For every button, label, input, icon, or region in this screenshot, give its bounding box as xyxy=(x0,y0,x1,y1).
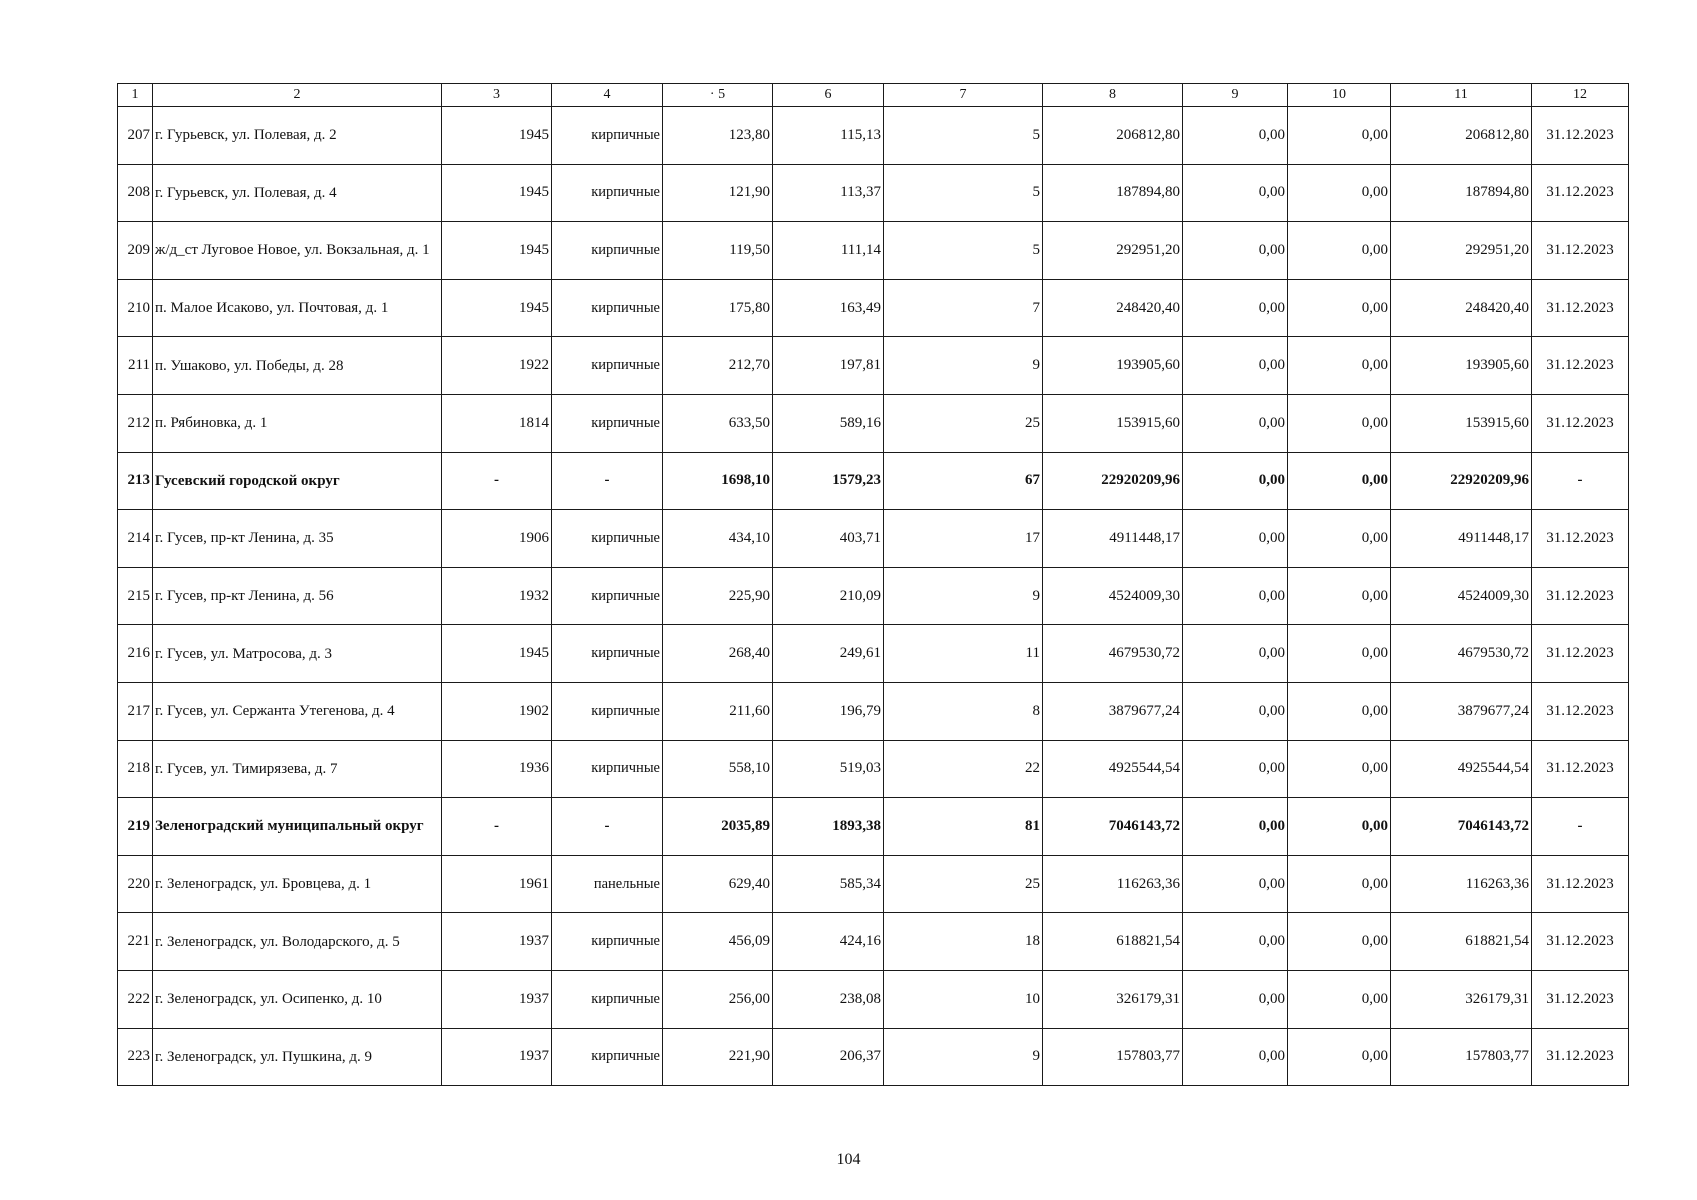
address-cell: Зеленоградский муниципальный округ xyxy=(153,798,442,856)
year-cell: 1945 xyxy=(442,222,552,280)
date-cell: 31.12.2023 xyxy=(1532,740,1629,798)
column-header-8: 8 xyxy=(1043,84,1183,107)
material-cell: кирпичные xyxy=(552,682,663,740)
living-area-cell: 111,14 xyxy=(773,222,884,280)
column-header-4: 4 xyxy=(552,84,663,107)
address-cell: ж/д_ст Луговое Новое, ул. Вокзальная, д. 1 xyxy=(153,222,442,280)
material-cell: кирпичные xyxy=(552,337,663,395)
total-area-cell: 434,10 xyxy=(663,510,773,568)
living-area-cell: 163,49 xyxy=(773,279,884,337)
row-number: 207 xyxy=(118,107,153,165)
fund-cell: 0,00 xyxy=(1183,567,1288,625)
fund-cell: 0,00 xyxy=(1183,682,1288,740)
table-row xyxy=(118,1028,1629,1086)
date-cell: 31.12.2023 xyxy=(1532,970,1629,1028)
fund-cell: 0,00 xyxy=(1183,394,1288,452)
table-row xyxy=(118,682,1629,740)
year-cell: 1936 xyxy=(442,740,552,798)
total-cost-cell: 4679530,72 xyxy=(1043,625,1183,683)
row-number: 220 xyxy=(118,855,153,913)
residents-cell: 8 xyxy=(884,682,1043,740)
living-area-cell: 403,71 xyxy=(773,510,884,568)
budget-cell: 0,00 xyxy=(1288,394,1391,452)
material-cell: - xyxy=(552,452,663,510)
owners-cell: 618821,54 xyxy=(1391,913,1532,971)
address-cell: г. Зеленоградск, ул. Володарского, д. 5 xyxy=(153,913,442,971)
budget-cell: 0,00 xyxy=(1288,452,1391,510)
column-number-row xyxy=(118,84,1629,107)
date-cell: 31.12.2023 xyxy=(1532,337,1629,395)
total-area-cell: 1698,10 xyxy=(663,452,773,510)
total-area-cell: 123,80 xyxy=(663,107,773,165)
total-area-cell: 456,09 xyxy=(663,913,773,971)
address-cell: п. Малое Исаково, ул. Почтовая, д. 1 xyxy=(153,279,442,337)
residents-cell: 25 xyxy=(884,855,1043,913)
total-area-cell: 212,70 xyxy=(663,337,773,395)
fund-cell: 0,00 xyxy=(1183,510,1288,568)
year-cell: 1945 xyxy=(442,107,552,165)
fund-cell: 0,00 xyxy=(1183,855,1288,913)
year-cell: 1945 xyxy=(442,164,552,222)
row-number: 223 xyxy=(118,1028,153,1086)
year-cell: 1906 xyxy=(442,510,552,568)
budget-cell: 0,00 xyxy=(1288,855,1391,913)
budget-cell: 0,00 xyxy=(1288,510,1391,568)
residents-cell: 10 xyxy=(884,970,1043,1028)
table-row xyxy=(118,279,1629,337)
material-cell: кирпичные xyxy=(552,567,663,625)
residents-cell: 81 xyxy=(884,798,1043,856)
residents-cell: 5 xyxy=(884,107,1043,165)
residents-cell: 9 xyxy=(884,337,1043,395)
column-header-3: 3 xyxy=(442,84,552,107)
living-area-cell: 249,61 xyxy=(773,625,884,683)
year-cell: 1945 xyxy=(442,625,552,683)
date-cell: 31.12.2023 xyxy=(1532,222,1629,280)
table-body xyxy=(118,107,1629,1086)
year-cell: 1937 xyxy=(442,970,552,1028)
budget-cell: 0,00 xyxy=(1288,337,1391,395)
total-area-cell: 211,60 xyxy=(663,682,773,740)
budget-cell: 0,00 xyxy=(1288,164,1391,222)
year-cell: - xyxy=(442,452,552,510)
owners-cell: 187894,80 xyxy=(1391,164,1532,222)
budget-cell: 0,00 xyxy=(1288,625,1391,683)
date-cell: 31.12.2023 xyxy=(1532,107,1629,165)
total-area-cell: 558,10 xyxy=(663,740,773,798)
living-area-cell: 1579,23 xyxy=(773,452,884,510)
address-cell: г. Гусев, ул. Сержанта Утегенова, д. 4 xyxy=(153,682,442,740)
address-cell: г. Гурьевск, ул. Полевая, д. 2 xyxy=(153,107,442,165)
fund-cell: 0,00 xyxy=(1183,625,1288,683)
year-cell: 1922 xyxy=(442,337,552,395)
row-number: 213 xyxy=(118,452,153,510)
living-area-cell: 210,09 xyxy=(773,567,884,625)
total-cost-cell: 292951,20 xyxy=(1043,222,1183,280)
owners-cell: 4524009,30 xyxy=(1391,567,1532,625)
owners-cell: 3879677,24 xyxy=(1391,682,1532,740)
column-header-1: 1 xyxy=(118,84,153,107)
table-row xyxy=(118,913,1629,971)
residents-cell: 5 xyxy=(884,222,1043,280)
total-cost-cell: 7046143,72 xyxy=(1043,798,1183,856)
residents-cell: 22 xyxy=(884,740,1043,798)
material-cell: кирпичные xyxy=(552,394,663,452)
budget-cell: 0,00 xyxy=(1288,222,1391,280)
living-area-cell: 115,13 xyxy=(773,107,884,165)
fund-cell: 0,00 xyxy=(1183,740,1288,798)
date-cell: 31.12.2023 xyxy=(1532,1028,1629,1086)
owners-cell: 326179,31 xyxy=(1391,970,1532,1028)
total-area-cell: 2035,89 xyxy=(663,798,773,856)
living-area-cell: 519,03 xyxy=(773,740,884,798)
owners-cell: 206812,80 xyxy=(1391,107,1532,165)
living-area-cell: 589,16 xyxy=(773,394,884,452)
living-area-cell: 585,34 xyxy=(773,855,884,913)
fund-cell: 0,00 xyxy=(1183,107,1288,165)
owners-cell: 4911448,17 xyxy=(1391,510,1532,568)
row-number: 222 xyxy=(118,970,153,1028)
total-cost-cell: 3879677,24 xyxy=(1043,682,1183,740)
residents-cell: 9 xyxy=(884,1028,1043,1086)
material-cell: кирпичные xyxy=(552,625,663,683)
material-cell: кирпичные xyxy=(552,913,663,971)
owners-cell: 4925544,54 xyxy=(1391,740,1532,798)
budget-cell: 0,00 xyxy=(1288,682,1391,740)
year-cell: 1902 xyxy=(442,682,552,740)
year-cell: 1937 xyxy=(442,913,552,971)
fund-cell: 0,00 xyxy=(1183,164,1288,222)
fund-cell: 0,00 xyxy=(1183,337,1288,395)
year-cell: 1932 xyxy=(442,567,552,625)
owners-cell: 116263,36 xyxy=(1391,855,1532,913)
year-cell: 1937 xyxy=(442,1028,552,1086)
total-area-cell: 629,40 xyxy=(663,855,773,913)
residents-cell: 7 xyxy=(884,279,1043,337)
row-number: 218 xyxy=(118,740,153,798)
row-number: 215 xyxy=(118,567,153,625)
address-cell: г. Гусев, пр-кт Ленина, д. 35 xyxy=(153,510,442,568)
fund-cell: 0,00 xyxy=(1183,279,1288,337)
table-row xyxy=(118,394,1629,452)
column-header-7: 7 xyxy=(884,84,1043,107)
address-cell: г. Гусев, пр-кт Ленина, д. 56 xyxy=(153,567,442,625)
owners-cell: 157803,77 xyxy=(1391,1028,1532,1086)
year-cell: 1814 xyxy=(442,394,552,452)
material-cell: кирпичные xyxy=(552,164,663,222)
total-cost-cell: 326179,31 xyxy=(1043,970,1183,1028)
table-row xyxy=(118,164,1629,222)
group-total-row xyxy=(118,798,1629,856)
material-cell: кирпичные xyxy=(552,970,663,1028)
row-number: 221 xyxy=(118,913,153,971)
table-row xyxy=(118,567,1629,625)
budget-cell: 0,00 xyxy=(1288,740,1391,798)
residents-cell: 18 xyxy=(884,913,1043,971)
living-area-cell: 113,37 xyxy=(773,164,884,222)
row-number: 210 xyxy=(118,279,153,337)
address-cell: п. Рябиновка, д. 1 xyxy=(153,394,442,452)
material-cell: кирпичные xyxy=(552,740,663,798)
material-cell: кирпичные xyxy=(552,510,663,568)
material-cell: кирпичные xyxy=(552,279,663,337)
fund-cell: 0,00 xyxy=(1183,222,1288,280)
total-cost-cell: 157803,77 xyxy=(1043,1028,1183,1086)
total-area-cell: 256,00 xyxy=(663,970,773,1028)
address-cell: г. Гусев, ул. Матросова, д. 3 xyxy=(153,625,442,683)
material-cell: панельные xyxy=(552,855,663,913)
row-number: 209 xyxy=(118,222,153,280)
row-number: 216 xyxy=(118,625,153,683)
column-header-10: 10 xyxy=(1288,84,1391,107)
owners-cell: 153915,60 xyxy=(1391,394,1532,452)
year-cell: - xyxy=(442,798,552,856)
owners-cell: 7046143,72 xyxy=(1391,798,1532,856)
material-cell: кирпичные xyxy=(552,1028,663,1086)
total-cost-cell: 206812,80 xyxy=(1043,107,1183,165)
column-header-5: · 5 xyxy=(663,84,773,107)
address-cell: п. Ушаково, ул. Победы, д. 28 xyxy=(153,337,442,395)
date-cell: 31.12.2023 xyxy=(1532,682,1629,740)
living-area-cell: 238,08 xyxy=(773,970,884,1028)
table-row xyxy=(118,222,1629,280)
date-cell: 31.12.2023 xyxy=(1532,913,1629,971)
total-cost-cell: 4911448,17 xyxy=(1043,510,1183,568)
table-row xyxy=(118,855,1629,913)
owners-cell: 292951,20 xyxy=(1391,222,1532,280)
budget-cell: 0,00 xyxy=(1288,970,1391,1028)
row-number: 208 xyxy=(118,164,153,222)
table-row xyxy=(118,510,1629,568)
row-number: 211 xyxy=(118,337,153,395)
total-area-cell: 633,50 xyxy=(663,394,773,452)
total-cost-cell: 193905,60 xyxy=(1043,337,1183,395)
total-cost-cell: 22920209,96 xyxy=(1043,452,1183,510)
owners-cell: 248420,40 xyxy=(1391,279,1532,337)
residents-cell: 5 xyxy=(884,164,1043,222)
material-cell: - xyxy=(552,798,663,856)
living-area-cell: 197,81 xyxy=(773,337,884,395)
budget-cell: 0,00 xyxy=(1288,913,1391,971)
year-cell: 1961 xyxy=(442,855,552,913)
date-cell: 31.12.2023 xyxy=(1532,164,1629,222)
table-row xyxy=(118,107,1629,165)
date-cell: 31.12.2023 xyxy=(1532,625,1629,683)
fund-cell: 0,00 xyxy=(1183,970,1288,1028)
budget-cell: 0,00 xyxy=(1288,1028,1391,1086)
row-number: 212 xyxy=(118,394,153,452)
total-cost-cell: 116263,36 xyxy=(1043,855,1183,913)
registry-table xyxy=(117,83,1629,1086)
total-cost-cell: 4524009,30 xyxy=(1043,567,1183,625)
residents-cell: 17 xyxy=(884,510,1043,568)
total-area-cell: 175,80 xyxy=(663,279,773,337)
date-cell: 31.12.2023 xyxy=(1532,510,1629,568)
year-cell: 1945 xyxy=(442,279,552,337)
total-cost-cell: 153915,60 xyxy=(1043,394,1183,452)
living-area-cell: 206,37 xyxy=(773,1028,884,1086)
table-row xyxy=(118,337,1629,395)
date-cell: 31.12.2023 xyxy=(1532,567,1629,625)
address-cell: г. Зеленоградск, ул. Пушкина, д. 9 xyxy=(153,1028,442,1086)
owners-cell: 193905,60 xyxy=(1391,337,1532,395)
total-area-cell: 225,90 xyxy=(663,567,773,625)
page-number: 104 xyxy=(836,1151,861,1168)
material-cell: кирпичные xyxy=(552,222,663,280)
row-number: 219 xyxy=(118,798,153,856)
date-cell: 31.12.2023 xyxy=(1532,279,1629,337)
total-area-cell: 268,40 xyxy=(663,625,773,683)
address-cell: Гусевский городской округ xyxy=(153,452,442,510)
address-cell: г. Зеленоградск, ул. Бровцева, д. 1 xyxy=(153,855,442,913)
column-header-11: 11 xyxy=(1391,84,1532,107)
table-row xyxy=(118,740,1629,798)
total-cost-cell: 4925544,54 xyxy=(1043,740,1183,798)
residents-cell: 25 xyxy=(884,394,1043,452)
date-cell: 31.12.2023 xyxy=(1532,855,1629,913)
column-header-9: 9 xyxy=(1183,84,1288,107)
total-cost-cell: 187894,80 xyxy=(1043,164,1183,222)
column-header-6: 6 xyxy=(773,84,884,107)
row-number: 217 xyxy=(118,682,153,740)
row-number: 214 xyxy=(118,510,153,568)
total-area-cell: 221,90 xyxy=(663,1028,773,1086)
owners-cell: 22920209,96 xyxy=(1391,452,1532,510)
column-header-12: 12 xyxy=(1532,84,1629,107)
column-header-2: 2 xyxy=(153,84,442,107)
material-cell: кирпичные xyxy=(552,107,663,165)
group-total-row xyxy=(118,452,1629,510)
residents-cell: 9 xyxy=(884,567,1043,625)
address-cell: г. Гурьевск, ул. Полевая, д. 4 xyxy=(153,164,442,222)
total-cost-cell: 248420,40 xyxy=(1043,279,1183,337)
address-cell: г. Гусев, ул. Тимирязева, д. 7 xyxy=(153,740,442,798)
fund-cell: 0,00 xyxy=(1183,452,1288,510)
living-area-cell: 424,16 xyxy=(773,913,884,971)
fund-cell: 0,00 xyxy=(1183,913,1288,971)
fund-cell: 0,00 xyxy=(1183,1028,1288,1086)
owners-cell: 4679530,72 xyxy=(1391,625,1532,683)
table-row xyxy=(118,625,1629,683)
address-cell: г. Зеленоградск, ул. Осипенко, д. 10 xyxy=(153,970,442,1028)
date-cell: - xyxy=(1532,798,1629,856)
date-cell: 31.12.2023 xyxy=(1532,394,1629,452)
residents-cell: 67 xyxy=(884,452,1043,510)
living-area-cell: 1893,38 xyxy=(773,798,884,856)
budget-cell: 0,00 xyxy=(1288,567,1391,625)
total-area-cell: 121,90 xyxy=(663,164,773,222)
budget-cell: 0,00 xyxy=(1288,279,1391,337)
residents-cell: 11 xyxy=(884,625,1043,683)
date-cell: - xyxy=(1532,452,1629,510)
living-area-cell: 196,79 xyxy=(773,682,884,740)
table-row xyxy=(118,970,1629,1028)
budget-cell: 0,00 xyxy=(1288,798,1391,856)
fund-cell: 0,00 xyxy=(1183,798,1288,856)
total-cost-cell: 618821,54 xyxy=(1043,913,1183,971)
total-area-cell: 119,50 xyxy=(663,222,773,280)
budget-cell: 0,00 xyxy=(1288,107,1391,165)
